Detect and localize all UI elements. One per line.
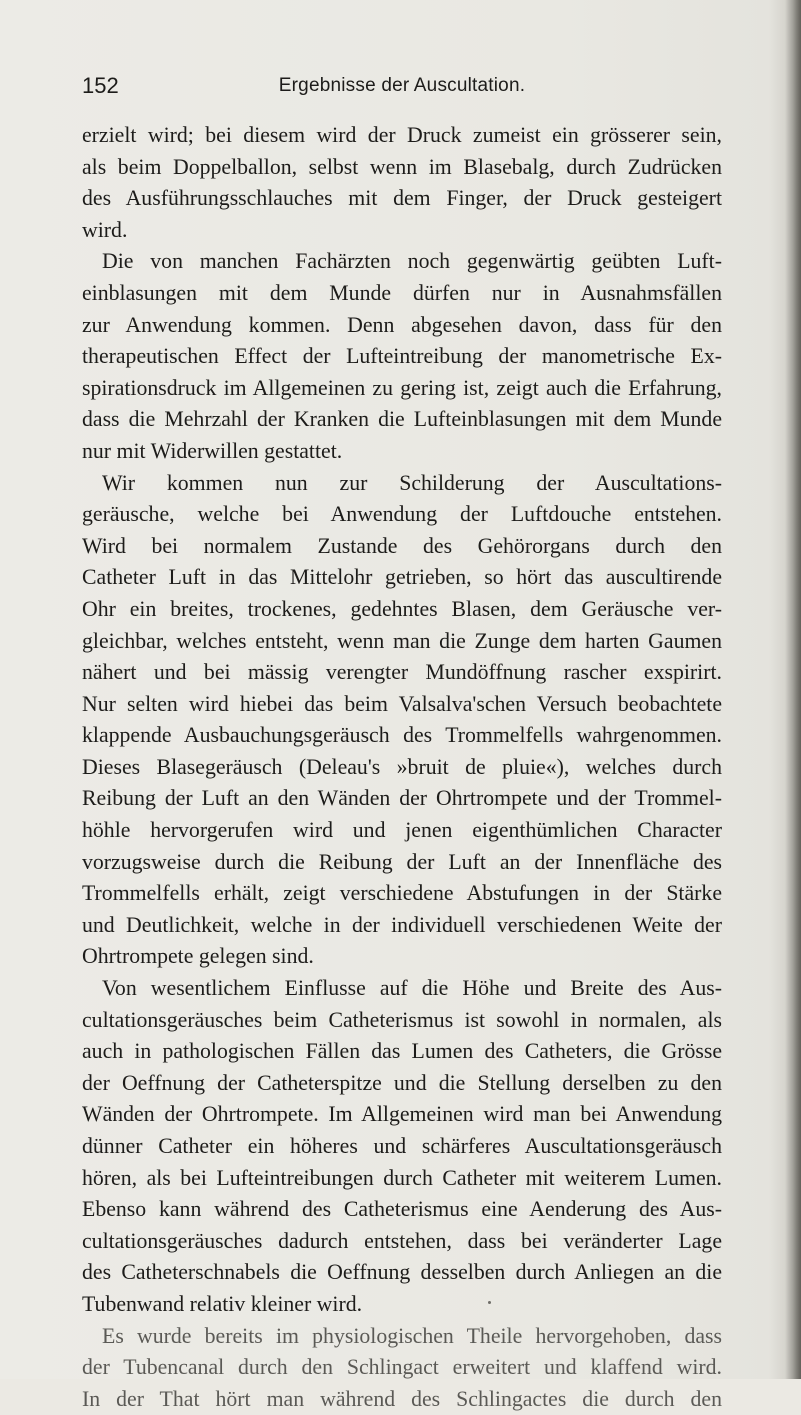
text-line: zur Anwendung kommen. Denn abgesehen davon, dass für den [82,312,722,337]
text-line: nähert und bei mässig verengter Mundöffnung rascher exspirirt. [82,660,722,685]
text-line: Nur selten wird hiebei das beim Valsalva'schen Versuch beobachtete [82,691,722,716]
text-line: des Ausführungsschlauches mit dem Finger, der Druck gesteigert [82,186,722,211]
text-line: höhle hervorgerufen wird und jenen eigenthümlichen Character [82,818,722,843]
text-line: und Deutlichkeit, welche in der individuell verschiedenen Weite der [82,912,722,937]
text-line: Tubenwand relativ kleiner wird. [82,1291,363,1316]
running-head: Ergebnisse der Auscultation. [278,75,526,96]
text-line: Wänden der Ohrtrompete. Im Allgemeinen wird man bei Anwendung [82,1102,722,1127]
body-text [82,120,722,1415]
text-line: Von wesentlichem Einflusse auf die Höhe und Breite des Aus- [102,976,722,1001]
text-line: wird. [82,217,128,242]
text-line: Ohr ein breites, trockenes, gedehntes Blasen, dem Geräusche ver- [82,596,722,621]
text-line: therapeutischen Effect der Lufteintreibung der manometrische Ex- [82,344,722,369]
text-line: einblasungen mit dem Munde dürfen nur in Ausnahmsfällen [82,280,722,305]
text-line: Catheter Luft in das Mittelohr getrieben, so hört das auscultirende [82,565,722,590]
text-line: als beim Doppelballon, selbst wenn im Blasebalg, durch Zudrücken [82,154,722,179]
text-line: cultationsgeräusches dadurch entstehen, dass bei veränderter Lage [82,1228,722,1253]
text-line: Wird bei normalem Zustande des Gehörorgans durch den [82,533,722,558]
text-line: der Tubencanal durch den Schlingact erweitert und klaffend wird. [82,1355,722,1380]
text-line: cultationsgeräusches beim Catheterismus ist sowohl in normalen, als [82,1007,722,1032]
text-line: des Catheterschnabels die Oeffnung desselben durch Anliegen an die [82,1260,722,1285]
text-line: In der That hört man während des Schlingactes die durch den [82,1386,722,1411]
text-line: vorzugsweise durch die Reibung der Luft an der Innenfläche des [82,849,722,874]
text-line: der Oeffnung der Catheterspitze und die Stellung derselben zu den [82,1070,722,1095]
text-line: Wir kommen nun zur Schilderung der Auscultations- [102,470,722,495]
text-line: hören, als bei Lufteintreibungen durch Catheter mit weiterem Lumen. [82,1165,722,1190]
text-line: Ohrtrompete gelegen sind. [82,944,314,969]
text-line: Dieses Blasegeräusch (Deleau's »bruit de pluie«), welches durch [82,754,722,779]
text-line: Es wurde bereits im physiologischen Theile hervorgehoben, dass [102,1323,722,1348]
text-line: auch in pathologischen Fällen das Lumen des Catheters, die Grösse [82,1039,722,1064]
text-line: gleichbar, welches entsteht, wenn man die Zunge dem harten Gaumen [82,628,722,653]
text-line: Trommelfells erhält, zeigt verschiedene Abstufungen in der Stärke [82,881,722,906]
page-number: 152 [82,73,119,98]
text-line: Reibung der Luft an den Wänden der Ohrtrompete und der Trommel- [82,786,722,811]
text-line: Die von manchen Fachärzten noch gegenwärtig geübten Luft- [102,249,722,274]
text-line: geräusche, welche bei Anwendung der Luftdouche entstehen. [82,502,722,527]
ink-speck [488,1301,491,1304]
text-line: dass die Mehrzahl der Kranken die Lufteinblasungen mit dem Munde [82,407,722,432]
text-line: nur mit Widerwillen gestattet. [82,438,343,463]
page-edge-shadow [785,0,801,1379]
text-line: spirationsdruck im Allgemeinen zu gering ist, zeigt auch die Erfahrung, [82,375,722,400]
text-line: erzielt wird; bei diesem wird der Druck zumeist ein grösserer sein, [82,123,722,147]
page-header [82,72,722,102]
text-line: klappende Ausbauchungsgeräusch des Trommelfells wahrgenommen. [82,723,722,748]
text-line: dünner Catheter ein höheres und schärferes Auscultationsgeräusch [82,1134,722,1158]
text-line: Ebenso kann während des Catheterismus eine Aenderung des Aus- [82,1197,722,1222]
